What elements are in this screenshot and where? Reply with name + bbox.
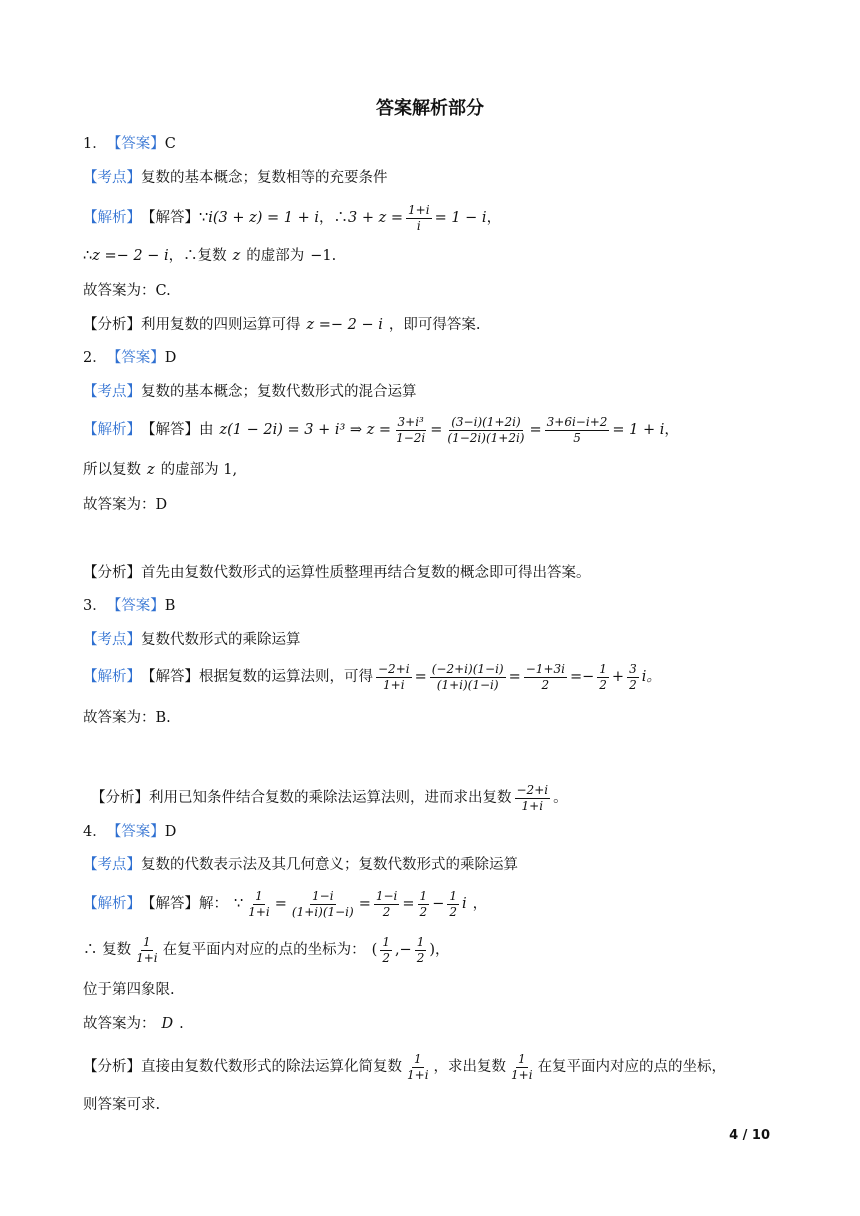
minus: −	[432, 896, 445, 913]
q1-final: 故答案为：C.	[83, 283, 171, 299]
q1-kaodian: 复数的基本概念；复数相等的充要条件	[141, 170, 388, 186]
q4-fenxi-fraction-2: $\frac{1}{1+i}$	[511, 1052, 533, 1083]
q4-fenxi-text-3: 在复平面内对应的点的坐标，	[537, 1059, 727, 1076]
jieda-label: 【解答】	[141, 896, 199, 913]
q3-kaodian-line	[83, 633, 301, 648]
equals: =	[430, 422, 443, 439]
q1-fraction: $\frac{1+i}{i}$	[408, 203, 430, 234]
comma: ，	[486, 210, 502, 227]
equals: =	[508, 669, 521, 686]
comma: ，	[664, 422, 679, 439]
q2-text: 所以复数	[83, 462, 141, 478]
jiexi-label: 【解析】	[83, 896, 141, 913]
q4-jie: 解：	[199, 896, 228, 913]
q4-text: ∴ 复数	[83, 942, 132, 959]
q1-fenxi-line	[83, 318, 481, 333]
because-symbol: ∵	[234, 896, 244, 913]
q4-kaodian: 复数的代数表示法及其几何意义；复数代数形式的乘除运算	[141, 857, 518, 873]
q2-kaodian-line	[83, 385, 417, 400]
q4-coord-2: $\frac{1}{2}$	[416, 935, 425, 966]
comma: ，	[435, 942, 450, 959]
q1-answer: C	[164, 136, 176, 152]
fenxi-label: 【分析】	[83, 565, 141, 581]
q4-i: i	[461, 896, 467, 913]
q2-line2	[83, 463, 237, 478]
kaodian-label: 【考点】	[83, 632, 141, 648]
comma: ，	[472, 896, 488, 913]
answer-label: 【答案】	[106, 598, 165, 614]
coord-separator: ,−	[394, 942, 412, 959]
equals: =	[529, 422, 542, 439]
q4-fraction-1: $\frac{1}{1+i}$	[248, 889, 270, 920]
q1-line2	[83, 249, 336, 264]
jieda-label: 【解答】	[141, 669, 199, 686]
q4-fenxi-fraction-1: $\frac{1}{1+i}$	[407, 1052, 429, 1083]
equals: =	[414, 669, 427, 686]
q4-jiexi-line	[83, 890, 487, 919]
jiexi-label: 【解析】	[83, 210, 141, 227]
q2-fraction-1: $\frac{\text{3+i³}}{1-2i}$	[396, 415, 426, 446]
q4-coord-1: $\frac{1}{2}$	[382, 935, 390, 966]
q3-kaodian: 复数代数形式的乘除运算	[141, 632, 301, 648]
q4-answer: D	[164, 824, 177, 840]
q2-answer: D	[164, 350, 177, 366]
kaodian-label: 【考点】	[83, 170, 141, 186]
period: .	[331, 248, 337, 264]
jiexi-label: 【解析】	[83, 669, 141, 686]
q3-fenxi-text: 利用已知条件结合复数的乘除法运算法则，进而求出复数	[149, 790, 512, 807]
q4-fraction-3: $\frac{1-i}{2}$	[375, 889, 398, 920]
q3-fenxi-line	[91, 784, 568, 813]
answer-label: 【答案】	[106, 824, 165, 840]
q4-answer-line	[83, 825, 176, 840]
q1-fenxi-text-2: ，即可得答案.	[388, 317, 481, 333]
q1-fenxi-text: 利用复数的四则运算可得	[141, 317, 301, 333]
q3-fraction-2: $\frac{(-2+i)(1-i)}{(1+i)(1-i)}$	[431, 662, 504, 693]
q4-kaodian-line	[83, 858, 518, 873]
kaodian-label: 【考点】	[83, 384, 141, 400]
fenxi-label: 【分析】	[83, 1059, 141, 1076]
q2-kaodian: 复数的基本概念；复数代数形式的混合运算	[141, 384, 417, 400]
q1-imag-part: −1	[310, 248, 332, 264]
q1-fenxi-math: z =− 2 − i	[306, 317, 383, 333]
q3-answer-line	[83, 599, 175, 614]
q3-tail: i。	[641, 669, 661, 686]
q4-fraction-2: $\frac{1-i}{(1+i)(1-i)}$	[291, 889, 354, 920]
q3-fraction-4: $\frac{1}{2}$	[599, 662, 607, 693]
equals: =	[402, 896, 415, 913]
q2-fraction-3: $\frac{3+6i-i+2}{5}$	[546, 415, 608, 446]
page-number: 4 / 10	[729, 1128, 770, 1143]
q1-z-value: z =− 2 − i	[92, 248, 169, 264]
q2-equation: z(1 − 2i) = 3 + i³ ⇒ z =	[219, 422, 392, 439]
q4-final-answer: D	[161, 1016, 174, 1032]
q1-jiexi-line	[83, 204, 501, 233]
q3-fenxi-end: 。	[553, 790, 568, 807]
q4-line2	[83, 936, 450, 965]
q4-number: 4．	[83, 824, 107, 840]
q4-fenxi-text: 直接由复数代数形式的除法运算化简复数	[141, 1059, 402, 1076]
q4-final	[83, 1017, 184, 1032]
q2-result: = 1 + i	[612, 422, 665, 439]
period: .	[179, 1016, 184, 1032]
q4-fraction-5: $\frac{1}{2}$	[449, 889, 457, 920]
q2-you: 由	[199, 422, 214, 439]
fenxi-label: 【分析】	[91, 790, 149, 807]
q3-number: 3．	[83, 598, 107, 614]
q4-fenxi-line	[83, 1053, 726, 1082]
q2-final: 故答案为：D	[83, 497, 168, 513]
q3-final: 故答案为：B.	[83, 710, 171, 726]
equals-minus: =−	[569, 669, 595, 686]
q3-fenxi-fraction: $\frac{-2+i}{1+i}$	[516, 783, 549, 814]
q2-jiexi-line	[83, 416, 679, 445]
q2-text-2: 的虚部为 1,	[160, 462, 238, 478]
q1-number: 1．	[83, 136, 107, 152]
q4-line3: 位于第四象限.	[83, 982, 175, 998]
therefore-text: ，∴	[319, 210, 349, 227]
equals: =	[358, 896, 371, 913]
therefore-symbol: ∴	[83, 248, 93, 264]
q3-fraction-1: $\frac{-2+i}{1+i}$	[378, 662, 410, 693]
q3-jiexi-line	[83, 663, 661, 692]
q1-equation-2: 3 + z =	[348, 210, 404, 227]
q2-number: 2．	[83, 350, 107, 366]
q4-fenxi-line2: 则答案可求.	[83, 1097, 161, 1113]
kaodian-label: 【考点】	[83, 857, 141, 873]
fenxi-label: 【分析】	[83, 317, 141, 333]
paren-close: )	[429, 942, 436, 959]
q2-answer-line	[83, 351, 176, 366]
q1-z: z	[232, 248, 241, 264]
q1-text-2: 的虚部为	[246, 248, 305, 264]
q3-fraction-5: $\frac{3}{2}$	[629, 662, 637, 693]
answer-label: 【答案】	[106, 350, 165, 366]
q4-fraction-4: $\frac{1}{2}$	[419, 889, 428, 920]
q2-fenxi-line	[83, 566, 591, 581]
q1-text: ，∴复数	[168, 248, 227, 264]
q3-text: 根据复数的运算法则，可得	[199, 669, 373, 686]
q2-fraction-2: $\frac{(3-i)(1+2i)}{(1-2i)(1+2i)}$	[447, 415, 525, 446]
jieda-label: 【解答】	[141, 422, 199, 439]
jiexi-label: 【解析】	[83, 422, 141, 439]
q1-kaodian-line	[83, 171, 388, 186]
q4-final-text: 故答案为：	[83, 1016, 156, 1032]
q4-fenxi-text-2: ，求出复数	[433, 1059, 507, 1076]
q2-fenxi-text: 首先由复数代数形式的运算性质整理再结合复数的概念即可得出答案。	[141, 565, 591, 581]
q2-z: z	[147, 462, 155, 478]
plus: +	[611, 669, 625, 686]
jieda-label: 【解答】	[141, 210, 199, 227]
q1-equation: i(3 + z) = 1 + i	[208, 210, 320, 227]
q1-answer-line	[83, 137, 176, 152]
q4-text-2: 在复平面内对应的点的坐标为：	[162, 942, 366, 959]
q3-answer: B	[164, 598, 176, 614]
q4-line2-fraction: $\frac{1}{1+i}$	[136, 935, 158, 966]
paren-open: (	[371, 942, 378, 959]
equals: =	[274, 896, 287, 913]
q1-result: = 1 − i	[434, 210, 487, 227]
answer-label: 【答案】	[106, 136, 165, 152]
page-title: 答案解析部分	[376, 98, 484, 119]
because-symbol: ∵	[199, 210, 209, 227]
q3-fraction-3: $\frac{-1+3i}{2}$	[525, 662, 565, 693]
